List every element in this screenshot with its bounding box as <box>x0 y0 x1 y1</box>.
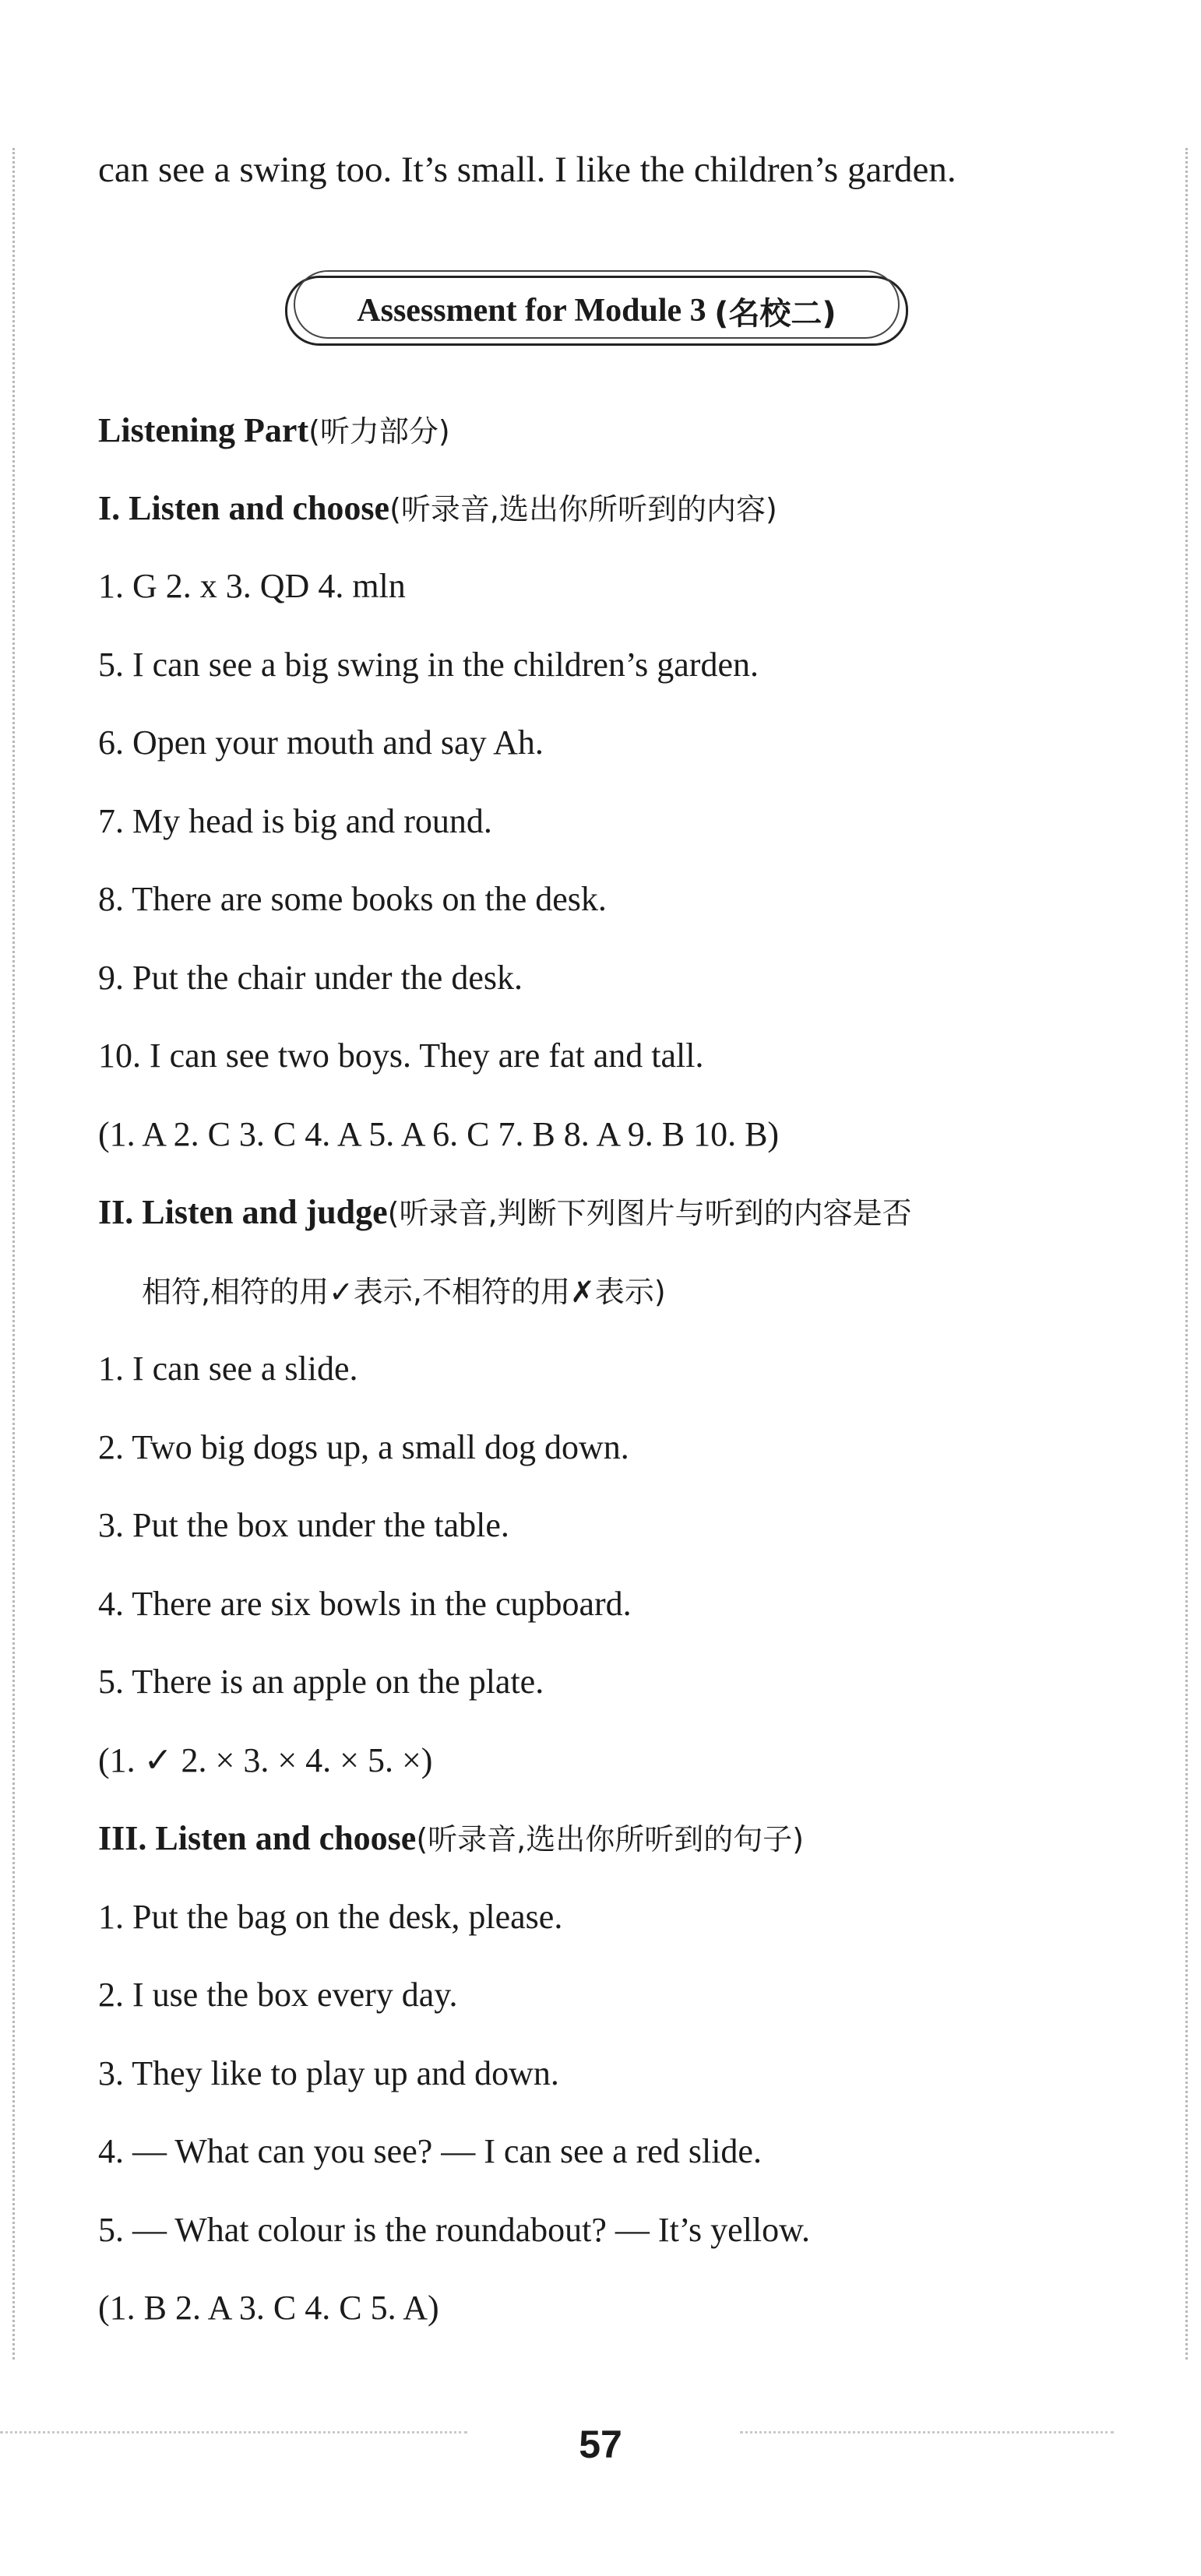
right-margin-dots <box>1185 148 1188 2360</box>
section2-line: 4. There are six bowls in the cupboard. <box>98 1585 632 1623</box>
section3-line: 2. I use the box every day. <box>98 1976 458 2014</box>
listening-label: Listening Part <box>98 411 309 449</box>
section1-cn: (听录音,选出你所听到的内容) <box>389 492 777 526</box>
section2-line: 3. Put the box under the table. <box>98 1506 509 1544</box>
left-margin-dots <box>12 148 15 2360</box>
section1-line: 1. G 2. x 3. QD 4. mln <box>98 567 406 605</box>
section1-line: 7. My head is big and round. <box>98 802 492 840</box>
section3-line: 1. Put the bag on the desk, please. <box>98 1898 563 1936</box>
footer-rule-left <box>0 2431 467 2433</box>
section1-line: 9. Put the chair under the desk. <box>98 959 523 997</box>
assessment-title-en: Assessment for Module 3 <box>357 293 706 329</box>
listening-cn: (听力部分) <box>308 414 450 449</box>
section1-answers: (1. A 2. C 3. C 4. A 5. A 6. C 7. B 8. A 9. B 10. B) <box>98 1115 780 1153</box>
section1-line: 6. Open your mouth and say Ah. <box>98 723 544 762</box>
page-number: 57 <box>579 2423 622 2466</box>
section3-label: III. Listen and choose <box>98 1819 417 1857</box>
section2-line: 5. There is an apple on the plate. <box>98 1663 544 1701</box>
section1-line: 5. I can see a big swing in the children’s garden. <box>98 646 759 684</box>
section2-answers: (1. ✓ 2. × 3. × 4. × 5. ×) <box>98 1741 433 1779</box>
section3-heading <box>98 1815 804 1863</box>
section1-label: I. Listen and choose <box>98 489 390 527</box>
section3-line: 3. They like to play up and down. <box>98 2054 559 2092</box>
assessment-title-cn: (名校二) <box>714 295 836 332</box>
section1-line: 8. There are some books on the desk. <box>98 880 607 918</box>
section2-cn-cont: 相符,相符的用✓表示,不相符的用✗表示) <box>142 1275 666 1309</box>
section3-line: 4. — What can you see? — I can see a red slide. <box>98 2132 762 2170</box>
listening-heading <box>98 407 450 455</box>
footer-rule-right <box>740 2431 1114 2433</box>
section2-line: 2. Two big dogs up, a small dog down. <box>98 1428 629 1466</box>
intro-line: can see a swing too. It’s small. I like the children’s garden. <box>98 150 956 190</box>
section1-line: 10. I can see two boys. They are fat and tall. <box>98 1036 704 1075</box>
section2-line: 1. I can see a slide. <box>98 1350 358 1388</box>
section2-cn: (听录音,判断下列图片与听到的内容是否 <box>387 1196 912 1230</box>
section2-heading-cont <box>142 1268 666 1315</box>
section3-cn: (听录音,选出你所听到的句子) <box>416 1822 805 1856</box>
section3-line: 5. — What colour is the roundabout? — It’s yellow. <box>98 2211 811 2249</box>
assessment-title <box>285 276 908 346</box>
section2-label: II. Listen and judge <box>98 1193 388 1231</box>
section2-heading <box>98 1189 912 1237</box>
section3-answers: (1. B 2. A 3. C 4. C 5. A) <box>98 2289 439 2327</box>
section1-heading <box>98 485 777 533</box>
